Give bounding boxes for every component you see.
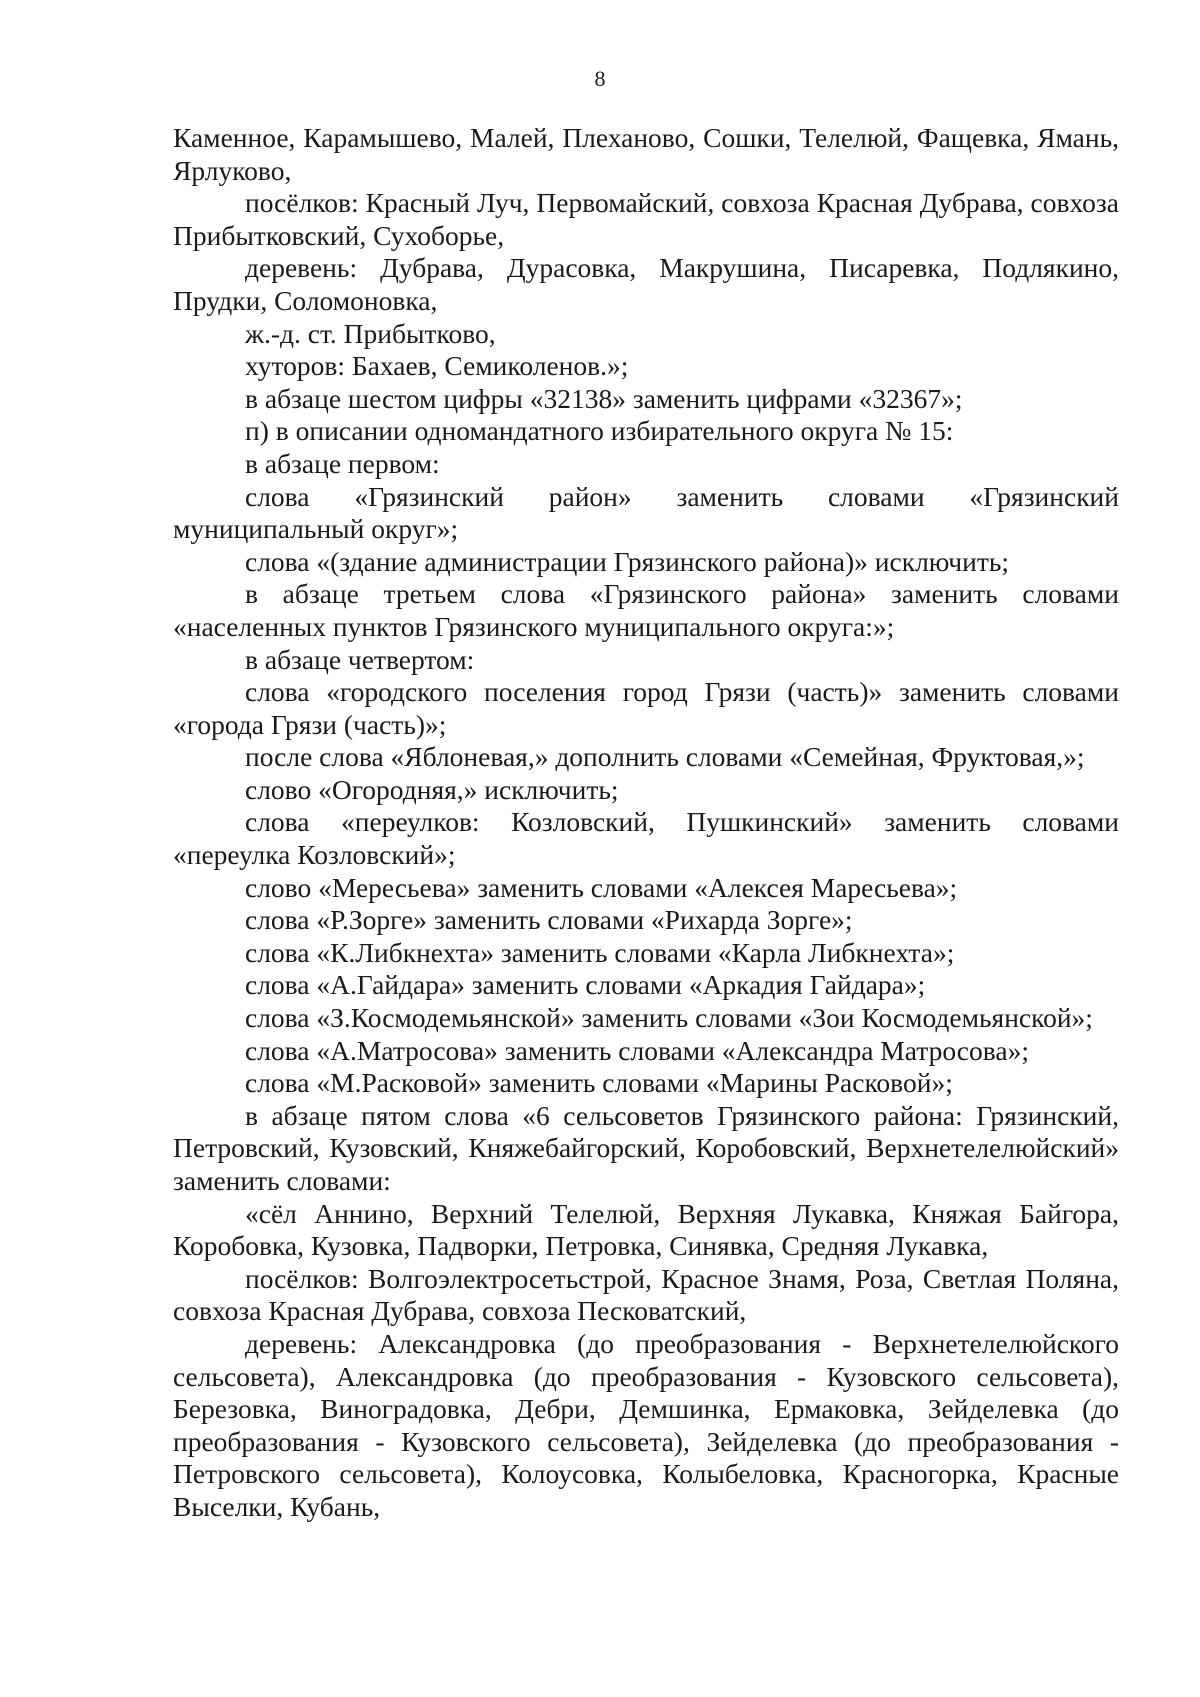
paragraph-replace-matrosov: слова «А.Матросова» заменить словами «Александра Матросова»;	[245, 1034, 1029, 1066]
paragraph-fourth-subparagraph: в абзаце четвертом:	[245, 643, 475, 675]
paragraph-replace-gryazi-city: слова «городского поселения город Грязи (часть)» заменить словами «города Грязи (часть)»;	[173, 676, 1119, 740]
paragraph-district-15-heading: п) в описании одномандатного избирательного округа № 15:	[245, 415, 954, 447]
paragraph-first-subparagraph: в абзаце первом:	[245, 447, 440, 479]
paragraph-new-villages: «сёл Аннино, Верхний Телелюй, Верхняя Лукавка, Княжая Байгора, Коробовка, Кузовка, Падворки, Петровка, Синявка, Средняя Лукавка,	[173, 1197, 1119, 1262]
paragraph-replace-gaidar: слова «А.Гайдара» заменить словами «Аркадия Гайдара»;	[245, 969, 926, 1001]
page-number: 8	[594, 66, 606, 91]
paragraph-replace-sorge: слова «Р.Зорге» заменить словами «Рихарда Зорге»;	[245, 904, 853, 936]
paragraph-exclude-street: слово «Огородняя,» исключить;	[245, 773, 619, 805]
paragraph-farmsteads: хуторов: Бахаев, Семиколенов.»;	[245, 350, 629, 382]
paragraph-replace-raskova: слова «М.Расковой» заменить словами «Марины Расковой»;	[245, 1067, 953, 1099]
paragraph-railway-station: ж.-д. ст. Прибытково,	[245, 317, 496, 349]
paragraph-replace-maresyev: слово «Мересьева» заменить словами «Алексея Маресьева»;	[245, 871, 958, 903]
paragraph-replace-lanes: слова «переулков: Козловский, Пушкинский» заменить словами «переулка Козловский»;	[173, 806, 1119, 871]
paragraph-exclude-admin-building: слова «(здание администрации Грязинского района)» исключить;	[245, 545, 1010, 577]
paragraph-add-streets: после слова «Яблоневая,» дополнить словами «Семейная, Фруктовая,»;	[245, 741, 1085, 773]
document-body	[173, 122, 1119, 1524]
paragraph-villages-continued: Каменное, Карамышево, Малей, Плеханово, Сошки, Телелюй, Фащевка, Ямань, Ярлуково,	[173, 122, 1119, 186]
paragraph-new-hamlets: деревень: Александровка (до преобразования - Верхнетелелюйского сельсовета), Александровка (до преобразования - Кузовского сельсовета), Березовка, Виноградовка, Дебри, Демшинка, Ермаковка, Зейделевка (до преобразования - Кузовского сельсовета), Зейделевка (до преобразования - Петровского сельсовета), Колоусовка, Колыбеловка, Красногорка, Красные Выселки, Кубань,	[173, 1327, 1119, 1522]
paragraph-fifth-subparagraph: в абзаце пятом слова «6 сельсоветов Грязинского района: Грязинский, Петровский, Кузовский, Княжебайгорский, Коробовский, Верхнетелелюйский» заменить словами:	[173, 1099, 1119, 1196]
paragraph-third-subparagraph: в абзаце третьем слова «Грязинского района» заменить словами «населенных пунктов Грязинского муниципального округа:»;	[173, 578, 1119, 642]
paragraph-hamlets: деревень: Дубрава, Дурасовка, Макрушина, Писаревка, Подлякино, Прудки, Соломоновка,	[173, 252, 1119, 316]
paragraph-replace-district-name: слова «Грязинский район» заменить словами «Грязинский муниципальный округ»;	[173, 480, 1119, 545]
paragraph-new-settlements: посёлков: Волгоэлектросетьстрой, Красное Знамя, Роза, Светлая Поляна, совхоза Красная Дубрава, совхоза Песковатский,	[173, 1262, 1119, 1327]
paragraph-settlements: посёлков: Красный Луч, Первомайский, совхоза Красная Дубрава, совхоза Прибытковский, Сухоборье,	[173, 187, 1119, 251]
paragraph-sixth-figures: в абзаце шестом цифры «32138» заменить цифрами «32367»;	[245, 382, 963, 414]
paragraph-replace-kosmodemyanskaya: слова «З.Космодемьянской» заменить словами «Зои Космодемьянской»;	[245, 1002, 1093, 1034]
paragraph-replace-liebknecht: слова «К.Либкнехта» заменить словами «Карла Либкнехта»;	[245, 936, 955, 968]
